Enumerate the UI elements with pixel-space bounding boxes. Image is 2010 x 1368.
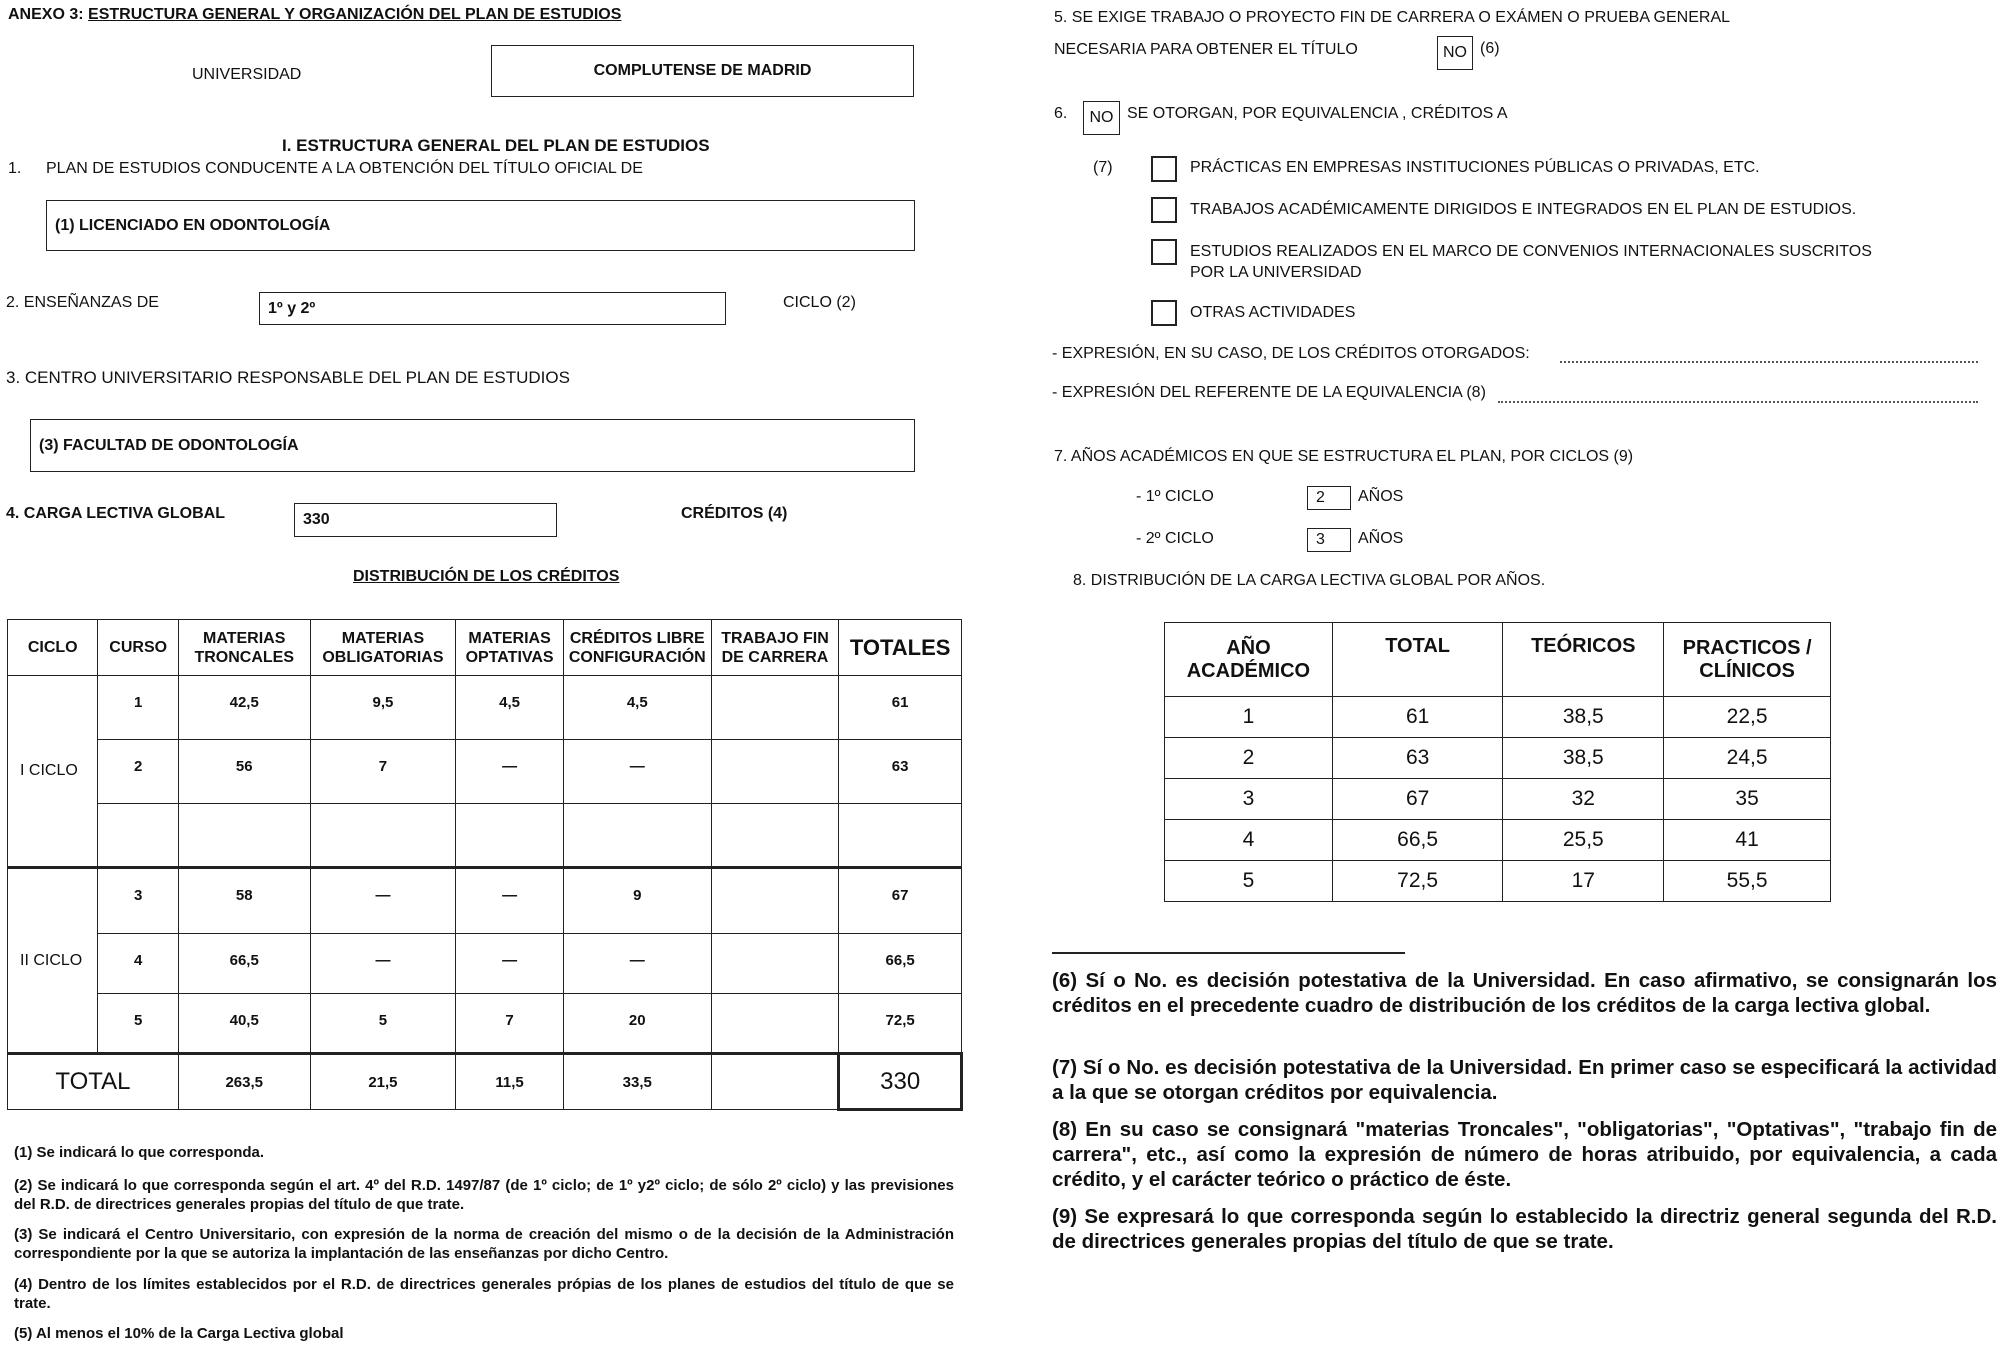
total-optativas: 11,5 [456,1054,564,1110]
section-title: I. ESTRUCTURA GENERAL DEL PLAN DE ESTUDIOS [282,136,710,155]
cell-optativas [456,804,564,868]
annex-prefix: ANEXO 3: [8,6,84,23]
credits-table [7,619,963,1111]
header-troncales: MATERIAS TRONCALES [178,620,310,676]
cycle2-years-word: AÑOS [1358,530,1404,547]
cycle1-years: 2 [1316,489,1325,506]
footnote-2: (2) Se indicará lo que corresponda según el art. 4º del R.D. 1497/87 (de 1º ciclo; de 1º y2º ciclo; de sólo 2º ciclo) y las previsiones del R.D. de directrices generales propias del título de que trate. [14,1177,954,1213]
cell-troncales: 58 [178,868,310,934]
footnote-8: (8) En su caso se consignará "materias Troncales", "obligatorias", "Optativas", "trabajo fin de carrera", etc., así como la expresión de número de horas atribuido, por equivalencia, a cada crédito, y el carácter teórico o práctico de éste. [1052,1118,1997,1191]
footnote-9: (9) Se expresará lo que corresponda según lo establecido la directriz general segunda del R.D. de directrices generales propias del título de que se trate. [1052,1205,1997,1253]
table-row [8,804,962,868]
item1-number: 1. [8,160,22,177]
item8-text: 8. DISTRIBUCIÓN DE LA CARGA LECTIVA GLOBAL POR AÑOS. [1073,572,1546,589]
cell-libre [563,804,711,868]
item3-label: 3. CENTRO UNIVERSITARIO RESPONSABLE DEL PLAN DE ESTUDIOS [6,368,570,387]
header-practicos: PRACTICOS / CLÍNICOS [1664,623,1831,697]
cell-optativas: — [456,740,564,804]
total-libre: 33,5 [563,1054,711,1110]
cycles-value: 1º y 2º [268,299,316,317]
option-practicas: PRÁCTICAS EN EMPRESAS INSTITUCIONES PÚBLICAS O PRIVADAS, ETC. [1190,159,1760,176]
cell-practicos: 55,5 [1664,861,1831,902]
cell-obligatorias: — [310,934,456,994]
cell-libre: 20 [563,994,711,1054]
item6-answer: NO [1089,109,1114,126]
header-optativas: MATERIAS OPTATIVAS [456,620,564,676]
option-convenios-line2: POR LA UNIVERSIDAD [1190,264,1362,281]
cell-ano: 2 [1165,738,1333,779]
cell-optativas: 7 [456,994,564,1054]
cell-curso: 5 [98,994,178,1054]
degree-field [46,200,915,251]
cell-totales [839,804,962,868]
total-label: TOTAL [8,1054,179,1110]
cell-ano: 1 [1165,697,1333,738]
cycle1-label-right: - 1º CICLO [1136,488,1214,505]
cell-optativas: — [456,934,564,994]
footnote-7: (7) Sí o No. es decisión potestativa de la Universidad. En primer caso se especificará la actividad a la que se otorgan créditos por equivalencia. [1052,1056,1997,1104]
cell-curso: 1 [98,676,178,740]
cycle1-years-box [1307,486,1351,510]
cell-obligatorias: 5 [310,994,456,1054]
cell-ano: 5 [1165,861,1333,902]
cell-practicos: 24,5 [1664,738,1831,779]
header-trabajo: TRABAJO FIN DE CARRERA [711,620,839,676]
university-label: UNIVERSIDAD [192,66,302,83]
years-header-row [1165,623,1831,697]
expression-reference: - EXPRESIÓN DEL REFERENTE DE LA EQUIVALENCIA (8) [1052,384,1486,401]
header-ciclo: CICLO [8,620,98,676]
option-trabajos: TRABAJOS ACADÉMICAMENTE DIRIGIDOS E INTEGRADOS EN EL PLAN DE ESTUDIOS. [1190,201,1857,218]
item6-text: SE OTORGAN, POR EQUIVALENCIA , CRÉDITOS A [1127,105,1508,122]
cell-curso: 4 [98,934,178,994]
header-total: TOTAL [1332,623,1503,697]
cell-totales: 72,5 [839,994,962,1054]
total-trabajo [711,1054,839,1110]
cell-trabajo [711,676,839,740]
cell-practicos: 35 [1664,779,1831,820]
university-value: COMPLUTENSE DE MADRID [593,62,812,79]
expression-credits: - EXPRESIÓN, EN SU CASO, DE LOS CRÉDITOS OTORGADOS: [1052,345,1530,362]
cell-optativas: 4,5 [456,676,564,740]
cell-trabajo [711,868,839,934]
item5-line1: 5. SE EXIGE TRABAJO O PROYECTO FIN DE CARRERA O EXÁMEN O PRUEBA GENERAL [1054,9,1731,26]
cell-curso: 2 [98,740,178,804]
cell-trabajo [711,740,839,804]
table-row [1165,861,1831,902]
cell-troncales: 56 [178,740,310,804]
cell-trabajo [711,934,839,994]
table-row [1165,697,1831,738]
item2-suffix: CICLO (2) [783,294,856,311]
cell-optativas: — [456,868,564,934]
cell-totales: 66,5 [839,934,962,994]
cell-libre: 4,5 [563,676,711,740]
cell-troncales: 42,5 [178,676,310,740]
cell-totales: 61 [839,676,962,740]
table-row [8,676,962,740]
cell-total: 67 [1332,779,1503,820]
cell-ano: 4 [1165,820,1333,861]
item1-text: PLAN DE ESTUDIOS CONDUCENTE A LA OBTENCIÓN DEL TÍTULO OFICIAL DE [46,160,643,177]
header-obligatorias: MATERIAS OBLIGATORIAS [310,620,456,676]
item2-label: 2. ENSEÑANZAS DE [6,294,159,311]
item5-answer-box [1437,36,1473,70]
cell-teoricos: 38,5 [1503,697,1664,738]
total-obligatorias: 21,5 [310,1054,456,1110]
cycle2-label: II CICLO [8,868,98,1054]
item6-number: 6. [1054,105,1068,122]
footnote-5: (5) Al menos el 10% de la Carga Lectiva global [14,1325,344,1342]
total-totales: 330 [839,1054,962,1110]
cell-teoricos: 32 [1503,779,1664,820]
item6-answer-box [1083,101,1120,135]
item6-note: (7) [1093,159,1113,176]
cycle2-years-box [1307,528,1351,552]
cell-ano: 3 [1165,779,1333,820]
cell-practicos: 41 [1664,820,1831,861]
cycle2-label-right: - 2º CICLO [1136,530,1214,547]
cell-curso [98,804,178,868]
item5-answer: NO [1443,44,1467,61]
item7-text: 7. AÑOS ACADÉMICOS EN QUE SE ESTRUCTURA EL PLAN, POR CICLOS (9) [1054,448,1634,465]
header-teoricos: TEÓRICOS [1503,623,1664,697]
option-convenios: ESTUDIOS REALIZADOS EN EL MARCO DE CONVENIOS INTERNACIONALES SUSCRITOS [1190,243,1872,260]
cell-teoricos: 38,5 [1503,738,1664,779]
item5-line2: NECESARIA PARA OBTENER EL TÍTULO [1054,41,1358,58]
table-row [8,994,962,1054]
table-row [1165,738,1831,779]
header-totales: TOTALES [839,620,962,676]
footnote-1: (1) Se indicará lo que corresponda. [14,1144,265,1161]
cell-libre: — [563,740,711,804]
item5-note: (6) [1480,40,1500,57]
footnote-6: (6) Sí o No. es decisión potestativa de la Universidad. En caso afirmativo, se consignarán los créditos en el precedente cuadro de distribución de los créditos de la carga lectiva global. [1052,969,1997,1017]
header-curso: CURSO [98,620,178,676]
footnote-divider [1052,952,1405,954]
cell-totales: 67 [839,868,962,934]
center-value: (3) FACULTAD DE ODONTOLOGÍA [39,436,299,454]
cell-curso: 3 [98,868,178,934]
header-ano: AÑO ACADÉMICO [1165,623,1333,697]
cell-trabajo [711,804,839,868]
cell-total: 61 [1332,697,1503,738]
cell-total: 63 [1332,738,1503,779]
cell-libre: — [563,934,711,994]
option-checkbox-convenios[interactable] [1151,239,1177,265]
table-row [1165,779,1831,820]
cell-total: 72,5 [1332,861,1503,902]
cell-trabajo [711,994,839,1054]
cycle1-years-word: AÑOS [1358,488,1404,505]
cell-troncales: 66,5 [178,934,310,994]
cell-obligatorias: — [310,868,456,934]
cell-total: 66,5 [1332,820,1503,861]
degree-value: (1) LICENCIADO EN ODONTOLOGÍA [55,216,331,234]
cell-troncales [178,804,310,868]
table-row [1165,820,1831,861]
cell-teoricos: 17 [1503,861,1664,902]
item4-label: 4. CARGA LECTIVA GLOBAL [6,505,225,522]
table-row [8,934,962,994]
cell-obligatorias: 7 [310,740,456,804]
header-libre: CRÉDITOS LIBRE CONFIGURACIÓN [563,620,711,676]
option-checkbox-practicas[interactable] [1151,156,1177,182]
cell-totales: 63 [839,740,962,804]
expression-credits-line [1560,361,1978,363]
table-row [8,868,962,934]
cycle1-label: I CICLO [8,676,98,868]
load-field [294,503,557,537]
years-table [1164,622,1831,902]
option-checkbox-otras[interactable] [1151,300,1177,326]
cell-troncales: 40,5 [178,994,310,1054]
total-troncales: 263,5 [178,1054,310,1110]
footnote-4: (4) Dentro de los límites establecidos por el R.D. de directrices generales própias de los planes de estudios del título de que se trate. [14,1276,954,1312]
footnote-3: (3) Se indicará el Centro Universitario, con expresión de la norma de creación del mismo o de la decisión de la Administración correspondiente por la que se autoriza la implantación de las enseñanzas por dicho Centro. [14,1226,954,1262]
cycles-field [259,292,726,325]
cell-obligatorias [310,804,456,868]
university-field [491,45,914,97]
cell-obligatorias: 9,5 [310,676,456,740]
option-checkbox-trabajos[interactable] [1151,197,1177,223]
table-row [8,740,962,804]
cell-libre: 9 [563,868,711,934]
cycle2-years: 3 [1316,531,1325,548]
annex-heading [8,6,621,24]
expression-reference-line [1498,401,1978,403]
cell-practicos: 22,5 [1664,697,1831,738]
annex-title: ESTRUCTURA GENERAL Y ORGANIZACIÓN DEL PLAN DE ESTUDIOS [88,6,622,23]
total-row [8,1054,962,1110]
cell-teoricos: 25,5 [1503,820,1664,861]
load-value: 330 [303,511,330,528]
credits-header-row [8,620,962,676]
center-field [30,419,915,472]
item4-suffix: CRÉDITOS (4) [681,505,788,522]
option-otras: OTRAS ACTIVIDADES [1190,304,1356,321]
distribution-title: DISTRIBUCIÓN DE LOS CRÉDITOS [353,568,620,585]
